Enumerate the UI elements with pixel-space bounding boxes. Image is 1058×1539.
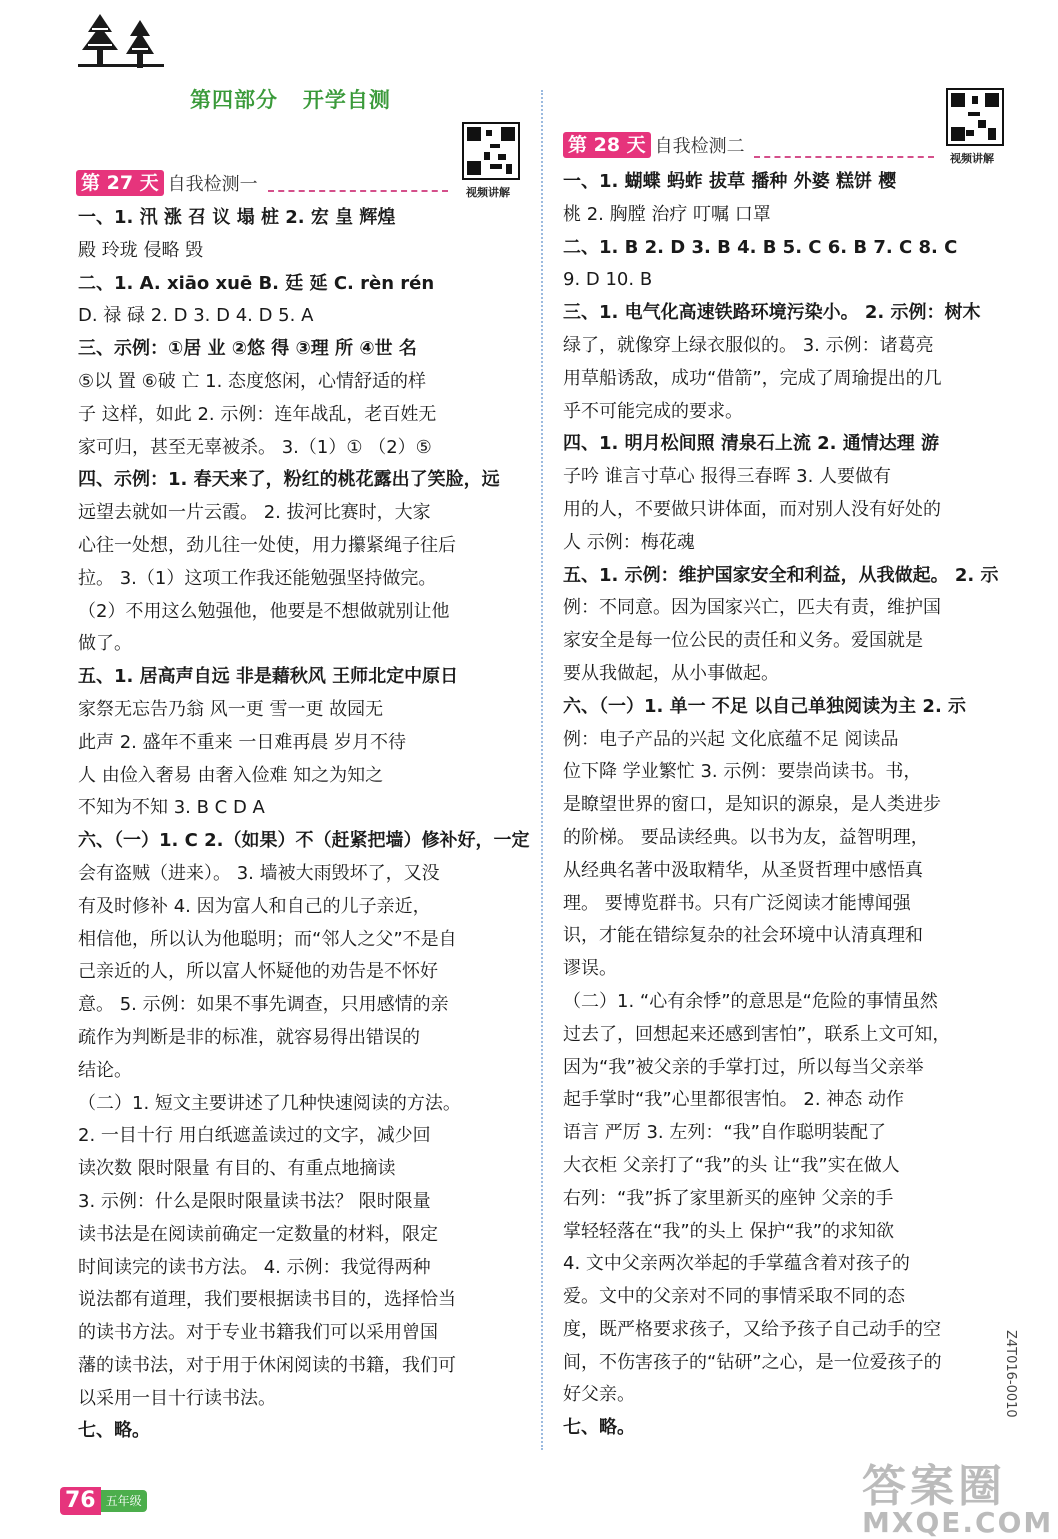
answer-line: （2）不用这么勉强他，他要是不想做就别让他	[78, 600, 450, 622]
answer-line: 有及时修补 4. 因为富人和自己的儿子亲近，	[78, 895, 431, 917]
answer-line: 的阶梯。 要品读经典。以书为友，益智明理，	[563, 826, 929, 848]
answer-line: 子 这样，如此 2. 示例：连年战乱，老百姓无	[78, 403, 437, 425]
answer-line: 远望去就如一片云霞。 2. 拔河比赛时，大家	[78, 502, 431, 524]
answer-line: 起手掌时“我”心里都很害怕。 2. 神态 动作	[563, 1089, 904, 1111]
answer-line: 做了。	[78, 633, 132, 655]
day27-answers	[78, 202, 533, 1448]
answer-line: 结论。	[78, 1059, 132, 1081]
day27-header-line	[268, 190, 448, 192]
answer-line: 4. 文中父亲两次举起的手掌蕴含着对孩子的	[563, 1253, 910, 1275]
answer-line: 9. D 10. B	[563, 269, 653, 291]
answer-line: 好父亲。	[563, 1384, 635, 1406]
answer-line: 读次数 限时限量 有目的、有重点地摘读	[78, 1158, 396, 1180]
column-divider	[541, 90, 543, 1450]
answer-line: 拉。 3.（1）这项工作我还能勉强坚持做完。	[78, 567, 437, 589]
answer-line: 3. 示例：什么是限时限量读书法？ 限时限量	[78, 1190, 431, 1212]
answer-line: 用草船诱敌，成功“借箭”，完成了周瑜提出的几	[563, 367, 942, 389]
answer-line: 时间读完的读书方法。 4. 示例：我觉得两种	[78, 1256, 431, 1278]
qr-code-icon[interactable]	[462, 122, 520, 180]
qr-caption: 视频讲解	[950, 152, 994, 165]
answer-line: 语言 严厉 3. 左列：“我”自作聪明装配了	[563, 1122, 886, 1144]
answer-line: 谬误。	[563, 958, 617, 980]
answer-line: 间，不伤害孩子的“钻研”之心，是一位爱孩子的	[563, 1351, 942, 1373]
answer-line: 家可归，甚至无辜被杀。 3.（1）① （2）⑤	[78, 436, 432, 458]
answer-line: 人 由俭入奢易 由奢入俭难 知之为知之	[78, 764, 384, 786]
watermark-text: 答案圈	[862, 1461, 1006, 1512]
watermark	[862, 1450, 1054, 1539]
tree-logo-icon	[70, 6, 170, 76]
day28-answers	[563, 166, 1013, 1445]
answer-line: 殿 玲珑 侵略 毁	[78, 239, 204, 261]
day27-header	[76, 170, 258, 196]
answer-line: 从经典名著中汲取精华，从圣贤哲理中感悟真	[563, 859, 923, 881]
answer-line: 理。 要博览群书。只有广泛阅读才能博闻强	[563, 892, 911, 914]
answer-line: 五、1. 居高声自远 非是藉秋风 王师北定中原日	[78, 666, 459, 688]
answer-line: 2. 一目十行 用白纸遮盖读过的文字，减少回	[78, 1125, 431, 1147]
qr-code-icon[interactable]	[946, 88, 1004, 146]
answer-line: 读书法是在阅读前确定一定数量的材料，限定	[78, 1223, 438, 1245]
answer-line: 家安全是每一位公民的责任和义务。爱国就是	[563, 630, 923, 652]
day28-header	[563, 132, 745, 158]
answer-line: 乎不可能完成的要求。	[563, 400, 743, 422]
answer-line: 此声 2. 盛年不重来 一日难再晨 岁月不待	[78, 731, 407, 753]
answer-line: 人 示例：梅花魂	[563, 531, 695, 553]
answer-line: （二）1. “心有余悸”的意思是“危险的事情虽然	[563, 990, 938, 1012]
answer-line: 三、示例：①居 业 ②悠 得 ③理 所 ④世 名	[78, 338, 417, 360]
answer-line: 右列：“我”拆了家里新买的座钟 父亲的手	[563, 1187, 894, 1209]
answer-line: 用的人，不要做只讲体面，而对别人没有好处的	[563, 498, 941, 520]
answer-line: 相信他，所以认为他聪明；而“邻人之父”不是自	[78, 928, 457, 950]
answer-line: 以采用一目十行读书法。	[78, 1387, 276, 1409]
answer-line: 识，才能在错综复杂的社会环境中认清真理和	[563, 925, 923, 947]
answer-line: 意。 5. 示例：如果不事先调查，只用感情的亲	[78, 994, 449, 1016]
answer-line: 六、（一）1. 单一 不足 以自己单独阅读为主 2. 示	[563, 695, 967, 717]
answer-line: 七、略。	[78, 1420, 150, 1442]
answer-line: 三、1. 电气化高速铁路环境污染小。 2. 示例：树木	[563, 302, 981, 324]
answer-line: 掌轻轻落在“我”的头上 保护“我”的求知欲	[563, 1220, 895, 1242]
day28-header-line	[754, 156, 934, 158]
answer-line: 一、1. 汛 涨 召 议 塌 桩 2. 宏 皇 辉煌	[78, 207, 396, 228]
answer-line: 六、（一）1. C 2.（如果）不（赶紧把墙）修补好，一定	[78, 830, 530, 852]
answer-line: 度，既严格要求孩子，又给予孩子自己动手的空	[563, 1318, 941, 1340]
answer-line: 位下降 学业繁忙 3. 示例：要崇尚读书。书，	[563, 761, 922, 783]
answer-line: 七、略。	[563, 1417, 635, 1439]
answer-line: 说法都有道理，我们要根据读书目的，选择恰当	[78, 1289, 456, 1311]
answer-line: 会有盗贼（进来）。 3. 墙被大雨毁坏了，又没	[78, 862, 440, 884]
answer-line: 二、1. B 2. D 3. B 4. B 5. C 6. B 7. C 8. C	[563, 236, 958, 258]
answer-line: 四、示例：1. 春天来了，粉红的桃花露出了笑脸，远	[78, 469, 500, 491]
answer-line: 过去了，回想起来还感到害怕”，联系上文可知，	[563, 1023, 951, 1045]
answer-line: 的读书方法。对于专业书籍我们可以采用曾国	[78, 1322, 438, 1344]
answer-line: 桃 2. 胸膛 治疗 叮嘱 口罩	[563, 203, 771, 225]
answer-line: 例：不同意。因为国家兴亡，匹夫有责，维护国	[563, 597, 941, 619]
page-footer	[60, 1487, 147, 1515]
qr-caption: 视频讲解	[466, 186, 510, 199]
part-title: 第四部分 开学自测	[190, 88, 391, 112]
answer-line: 大衣柜 父亲打了“我”的头 让“我”实在做人	[563, 1154, 900, 1176]
answer-line: 一、1. 蝴蝶 蚂蚱 拔草 播种 外婆 糕饼 樱	[563, 171, 897, 192]
side-code: Z4T016-0010	[1003, 1330, 1018, 1418]
day28-title: 自我检测二	[654, 136, 745, 157]
answer-line: 心往一处想，劲儿往一处使，用力攥紧绳子往后	[78, 534, 456, 556]
answer-line: 己亲近的人，所以富人怀疑他的劝告是不怀好	[78, 961, 438, 983]
answer-line: 因为“我”被父亲的手掌打过，所以每当父亲举	[563, 1056, 924, 1078]
answer-line: 绿了，就像穿上绿衣服似的。 3. 示例：诸葛亮	[563, 334, 934, 356]
answer-line: 不知为不知 3. B C D A	[78, 797, 265, 819]
answer-line: 爱。文中的父亲对不同的事情采取不同的态	[563, 1286, 905, 1308]
answer-line: 是瞭望世界的窗口，是知识的源泉，是人类进步	[563, 794, 941, 816]
answer-line: 要从我做起，从小事做起。	[563, 662, 779, 684]
answer-line: 藩的读书法，对于用于休闲阅读的书籍，我们可	[78, 1354, 456, 1376]
answer-line: 二、1. A. xiāo xuē B. 廷 延 C. rèn rén	[78, 272, 435, 294]
answer-line: 子吟 谁言寸草心 报得三春晖 3. 人要做有	[563, 466, 892, 488]
answer-line: ⑤以 置 ⑥破 亡 1. 态度悠闲，心情舒适的样	[78, 370, 427, 392]
answer-line: 四、1. 明月松间照 清泉石上流 2. 通情达理 游	[563, 433, 940, 455]
answer-line: 五、1. 示例：维护国家安全和利益，从我做起。 2. 示	[563, 564, 999, 586]
answer-line: 家祭无忘告乃翁 风一更 雪一更 故园无	[78, 698, 384, 720]
grade-label: 五年级	[101, 1490, 147, 1512]
answer-line: 疏作为判断是非的标准，就容易得出错误的	[78, 1026, 420, 1048]
answer-line: （二）1. 短文主要讲述了几种快速阅读的方法。	[78, 1092, 461, 1114]
day27-title: 自我检测一	[167, 174, 258, 195]
answer-line: D. 禄 碌 2. D 3. D 4. D 5. A	[78, 305, 314, 327]
page-number: 76	[60, 1487, 101, 1515]
day27-badge: 第 27 天	[76, 170, 164, 196]
day28-badge: 第 28 天	[563, 132, 651, 158]
answer-line: 例：电子产品的兴起 文化底蕴不足 阅读品	[563, 728, 899, 750]
watermark-url: MXQE.COM	[862, 1506, 1054, 1539]
